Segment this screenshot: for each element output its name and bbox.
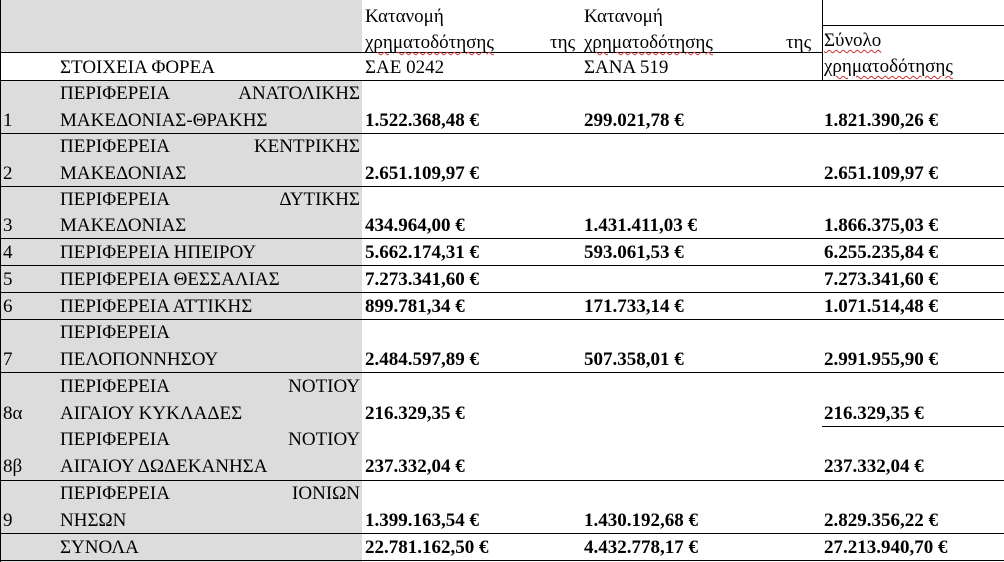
row-2-name-line1 [60, 136, 360, 158]
row-6-sana: 171.733,14 € [584, 296, 684, 317]
row-4-sae: 5.662.174,31 € [365, 242, 479, 263]
row-7-sana: 507.358,01 € [584, 349, 684, 370]
header-sae-label-1: Κατανομή [365, 6, 444, 27]
row-6-name: ΠΕΡΙΦΕΡΕΙΑ ΑΤΤΙΚΗΣ [60, 296, 253, 317]
rule-row-1 [0, 133, 1004, 134]
totals-label: ΣΥΝΟΛΑ [60, 537, 139, 558]
row-9-name-line2: ΝΗΣΩΝ [60, 510, 127, 531]
row-8b-name-line2: ΑΙΓΑΙΟΥ ΔΩΔΕΚΑΝΗΣΑ [60, 456, 268, 477]
row-4-sana: 593.061,53 € [584, 242, 684, 263]
row-6-total: 1.071.514,48 € [824, 296, 938, 317]
rule-col-left [0, 0, 1, 562]
rule-col-total [822, 0, 823, 81]
rule-row-8a [822, 426, 1004, 427]
row-2-name-word1: ΠΕΡΙΦΕΡΕΙΑ [60, 136, 170, 157]
header-sana-label-2a: της [550, 32, 576, 53]
totals-total: 27.213.940,70 € [824, 537, 948, 558]
row-7-number: 7 [3, 349, 13, 370]
row-5-total: 7.273.341,60 € [824, 269, 938, 290]
row-6-sae: 899.781,34 € [365, 296, 465, 317]
row-5-sae: 7.273.341,60 € [365, 269, 479, 290]
totals-sana: 4.432.778,17 € [584, 537, 698, 558]
header-sae-label-3: ΣΑΕ 0242 [365, 57, 445, 78]
row-8b-name-word1: ΠΕΡΙΦΕΡΕΙΑ [60, 429, 170, 450]
row-2-total: 2.651.109,97 € [824, 163, 938, 184]
rule-row-9 [0, 533, 1004, 534]
row-3-number: 3 [3, 215, 13, 236]
row-3-name-word1: ΠΕΡΙΦΕΡΕΙΑ [60, 189, 170, 210]
row-4-total: 6.255.235,84 € [824, 242, 938, 263]
rule-row-5 [0, 292, 1004, 293]
row-7-total: 2.991.955,90 € [824, 349, 938, 370]
rule-row-6 [0, 319, 1004, 320]
row-8b-name-line1 [60, 429, 360, 451]
rule-header-bottom [0, 80, 1004, 81]
row-8a-total: 216.329,35 € [824, 403, 924, 424]
row-9-name-word1: ΠΕΡΙΦΕΡΕΙΑ [60, 483, 170, 504]
row-6-number: 6 [3, 296, 13, 317]
rule-row-4 [0, 265, 1004, 266]
row-5-name: ΠΕΡΙΦΕΡΕΙΑ ΘΕΣΣΑΛΙΑΣ [60, 269, 280, 290]
header-sana-label-2c: της [786, 32, 812, 53]
row-1-sana: 299.021,78 € [584, 110, 684, 131]
row-8a-name-line2: ΑΙΓΑΙΟΥ ΚΥΚΛΑΔΕΣ [60, 403, 243, 424]
header-shade [0, 0, 362, 52]
row-1-number: 1 [3, 110, 13, 131]
row-8b-number: 8β [3, 456, 23, 477]
row-5-number: 5 [3, 269, 13, 290]
row-3-name-line2: ΜΑΚΕΔΟΝΙΑΣ [60, 215, 187, 236]
row-1-name-line2: ΜΑΚΕΔΟΝΙΑΣ-ΘΡΑΚΗΣ [60, 110, 268, 131]
row-3-name-line1 [60, 189, 360, 211]
row-3-sae: 434.964,00 € [365, 215, 465, 236]
row-2-number: 2 [3, 163, 13, 184]
row-8a-number: 8α [3, 403, 23, 424]
rule-row-2 [0, 186, 1004, 187]
row-8b-sae: 237.332,04 € [365, 456, 465, 477]
row-2-sae: 2.651.109,97 € [365, 163, 479, 184]
row-3-sana: 1.431.411,03 € [584, 215, 697, 236]
row-8b-total: 237.332,04 € [824, 456, 924, 477]
totals-sae: 22.781.162,50 € [365, 537, 489, 558]
row-8a-name-line1 [60, 376, 360, 398]
row-9-total: 2.829.356,22 € [824, 510, 938, 531]
rule-header-top-right [822, 25, 1004, 26]
row-4-name: ΠΕΡΙΦΕΡΕΙΑ ΗΠΕΙΡΟΥ [60, 242, 257, 263]
header-sae-label-2: χρηματοδότησης [365, 32, 494, 53]
rule-row-3 [0, 238, 1004, 239]
row-9-sae: 1.399.163,54 € [365, 510, 479, 531]
header-sana-label-2b: χρηματοδότησης [584, 32, 713, 53]
row-8a-sae: 216.329,35 € [365, 403, 465, 424]
row-1-name-word2: ΑΝΑΤΟΛΙΚΗΣ [238, 83, 360, 104]
row-9-name-line1 [60, 483, 360, 505]
row-9-number: 9 [3, 510, 13, 531]
rule-row-8b [0, 480, 1004, 481]
row-2-name-line2: ΜΑΚΕΔΟΝΙΑΣ [60, 163, 187, 184]
row-9-sana: 1.430.192,68 € [584, 510, 698, 531]
rule-row-7 [0, 372, 1004, 373]
rule-bottom [0, 560, 1004, 561]
row-8a-name-word2: ΝΟΤΙΟΥ [288, 376, 360, 397]
header-total-label-1: Σύνολο [824, 30, 882, 51]
row-7-sae: 2.484.597,89 € [365, 349, 479, 370]
row-3-total: 1.866.375,03 € [824, 215, 938, 236]
header-sana-label-1: Κατανομή [584, 6, 663, 27]
row-8b-name-word2: ΝΟΤΙΟΥ [288, 429, 360, 450]
row-1-sae: 1.522.368,48 € [365, 110, 479, 131]
row-2-name-word2: ΚΕΝΤΡΙΚΗΣ [253, 136, 360, 157]
row-1-total: 1.821.390,26 € [824, 110, 938, 131]
row-3-name-word2: ΔΥΤΙΚΗΣ [279, 189, 360, 210]
row-9-name-word2: ΙΟΝΙΩΝ [292, 483, 360, 504]
header-entity-label: ΣΤΟΙΧΕΙΑ ΦΟΡΕΑ [60, 57, 215, 78]
row-4-number: 4 [3, 242, 13, 263]
row-7-name-line1: ΠΕΡΙΦΕΡΕΙΑ [60, 322, 170, 343]
header-total-label-2: χρηματοδότησης [824, 56, 953, 77]
header-sana-label-3: ΣΑΝΑ 519 [584, 57, 669, 78]
row-7-name-line2: ΠΕΛΟΠΟΝΝΗΣΟΥ [60, 349, 219, 370]
row-1-name-word1: ΠΕΡΙΦΕΡΕΙΑ [60, 83, 170, 104]
row-1-name-line1 [60, 83, 360, 105]
row-8a-name-word1: ΠΕΡΙΦΕΡΕΙΑ [60, 376, 170, 397]
